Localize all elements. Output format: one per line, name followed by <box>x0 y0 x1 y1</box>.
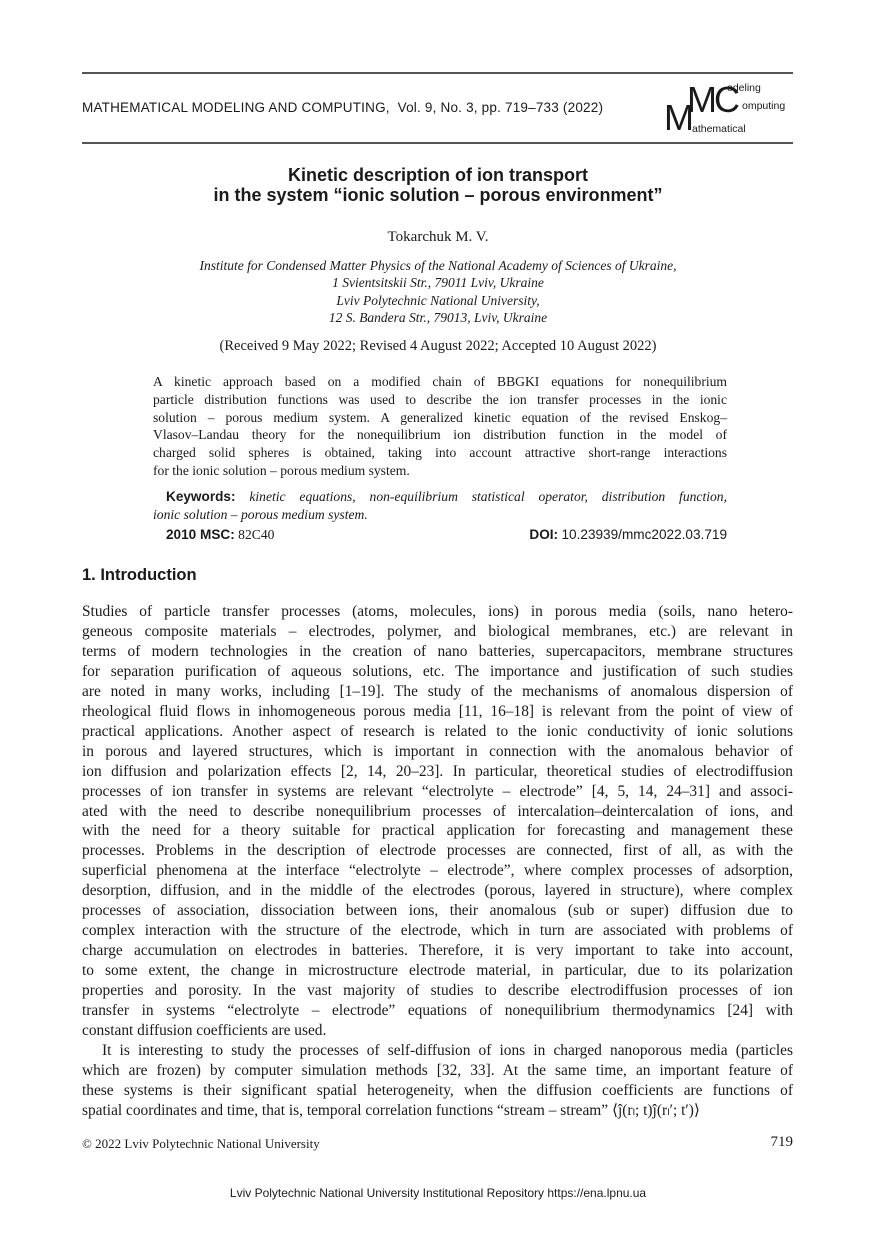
text-line: ion diffusion and polarization effects [2, 14, 20–23]. In particular, theoretical studies of electrodiffusion <box>82 762 793 780</box>
text-line: Vlasov–Landau theory for the nonequilibrium ion distribution function in the model of <box>153 427 727 443</box>
keywords-label: Keywords: <box>166 489 236 504</box>
text-line: terms of modern technologies in the creation of nano batteries, supercapacitors, membrane structures <box>82 642 793 660</box>
text-line: A kinetic approach based on a modified chain of BBGKI equations for nonequilibrium <box>153 374 727 389</box>
logo-letter-m: M <box>664 97 694 138</box>
doi-link[interactable]: 10.23939/mmc2022.03.719 <box>561 527 727 542</box>
text-line: with the need for a theory suitable for practical application for forecasting and management these <box>82 822 793 840</box>
text-line: particle distribution functions was used to describe the ion transfer processes in the ionic <box>153 391 727 407</box>
text-line: solution – porous medium system. A generalized kinetic equation of the revised Enskog– <box>153 409 727 425</box>
repository-footer: Lviv Polytechnic National University Institutional Repository https://ena.lpnu.ua <box>229 1186 647 1200</box>
affiliation-line: 1 Svientsitskii Str., 79011 Lviv, Ukraine <box>332 275 544 291</box>
journal-name: MATHEMATICAL MODELING AND COMPUTING, <box>82 100 390 115</box>
text-line: for the ionic solution – porous medium system. <box>153 462 410 478</box>
keywords-text: ionic solution – porous medium system. <box>153 507 368 522</box>
paragraph <box>82 602 793 1041</box>
text-line: constant diffusion coefficients are used. <box>82 1022 327 1040</box>
logo-athematical: athematical <box>692 123 746 135</box>
text-line: ated with the need to describe nonequilibrium processes of intercalation–deintercalation of ions, and <box>82 802 793 820</box>
text-line: charged solid spheres is obtained, taking into account attractive short-range interactions <box>153 445 727 461</box>
text-line: practical applications. Another aspect of research is related to the ionic conductivity of ionic solutions <box>82 722 793 740</box>
header-rule-bottom <box>82 142 793 144</box>
text-line: these systems is their significant spatial heterogeneity, when the diffusion coefficients are functions of <box>82 1081 793 1099</box>
text-line: complex interaction with the structure of the electrode, which in turn are associated with problems of <box>82 922 793 940</box>
text-line: processes. Problems in the description of electrode processes are connected, first of all, as with the <box>82 842 793 860</box>
text-line: geneous composite materials – electrodes, polymer, and biological membranes, etc.) are relevant in <box>82 622 793 640</box>
logo-odeling: odeling <box>727 82 761 94</box>
text-line: rheological fluid flows in inhomogeneous porous media [11, 16–18] is relevant from the point of view of <box>82 702 793 720</box>
text-line: spatial coordinates and time, that is, temporal correlation functions “stream – stream” ⟨ĵ(rₗ; t)ĵ(rₗ′; t′)⟩ <box>82 1101 700 1119</box>
header-rule-top <box>82 72 793 74</box>
abstract <box>153 373 727 480</box>
affiliation-line: Lviv Polytechnic National University, <box>336 292 540 308</box>
text-line: transfer in systems “electrolyte – electrode” equations of nonequilibrium thermodynamics [24] with <box>82 1002 793 1020</box>
doi-label: DOI: <box>529 527 559 542</box>
journal-logo <box>664 80 794 138</box>
doi <box>529 527 727 543</box>
text-line: in porous and layered structures, which is important in connection with the anomalous behavior of <box>82 742 793 760</box>
paper-title <box>0 165 876 205</box>
affiliations <box>0 257 876 326</box>
received-dates: (Received 9 May 2022; Revised 4 August 2022; Accepted 10 August 2022) <box>219 338 657 354</box>
text-line: desorption, diffusion, and in the middle of the electrodes (porous, layered in structure), where complex <box>82 882 793 900</box>
title-line: Kinetic description of ion transport <box>287 165 588 185</box>
logo-letters-mc: MC <box>687 79 737 120</box>
text-line: for separation purification of aqueous solutions, etc. The importance and justification of such studies <box>82 662 793 680</box>
text-line: superficial phenomena at the interface “electrolyte – electrode”, where complex processes of adsorption, <box>82 862 793 880</box>
text-line: are noted in many works, including [1–19]. The study of the mechanisms of anomalous dispersion of <box>82 682 793 700</box>
msc-label: 2010 MSC: <box>166 527 235 542</box>
keywords <box>153 488 728 524</box>
logo-omputing: omputing <box>742 100 786 112</box>
affiliation-line: Institute for Condensed Matter Physics of the National Academy of Sciences of Ukraine, <box>199 258 677 273</box>
text-line: processes of association, dissociation between ions, their anomalous (sub or super) diffusion due to <box>82 902 793 920</box>
text-line: properties and porosity. In the vast majority of studies to describe electrodiffusion processes of ion <box>82 982 793 1000</box>
msc-value: 82C40 <box>238 527 275 542</box>
text-line: charge accumulation on electrodes in batteries. Therefore, it is very important to take into account, <box>82 942 793 960</box>
text-line: to some extent, the change in microstructure electrode material, in particular, due to its polarization <box>82 962 793 980</box>
title-line: in the system “ionic solution – porous environment” <box>213 185 663 205</box>
text-line: processes of ion transfer in systems are relevant “electrolyte – electrode” [4, 5, 14, 24–31] and associ- <box>82 782 793 800</box>
affiliation-line: 12 S. Bandera Str., 79013, Lviv, Ukraine <box>328 309 548 325</box>
body-text <box>82 602 793 1121</box>
msc-code <box>166 527 274 543</box>
keywords-text: kinetic equations, non-equilibrium statistical operator, distribution function, <box>249 489 728 504</box>
journal-header <box>82 100 603 115</box>
page-number: 719 <box>770 1134 793 1150</box>
text-line: Studies of particle transfer processes (atoms, molecules, ions) in porous media (soils, nano hetero- <box>82 603 793 620</box>
section-heading: 1. Introduction <box>82 566 197 584</box>
author: Tokarchuk M. V. <box>387 229 489 245</box>
text-line: It is interesting to study the processes of self-diffusion of ions in charged nanoporous media (particles <box>102 1041 793 1059</box>
paragraph <box>82 1041 793 1121</box>
copyright: © 2022 Lviv Polytechnic National University <box>82 1136 320 1151</box>
journal-volume: Vol. 9, No. 3, pp. 719–733 (2022) <box>397 100 604 115</box>
text-line: which are frozen) by computer simulation methods [32, 33]. At the same time, an important feature of <box>82 1061 793 1079</box>
